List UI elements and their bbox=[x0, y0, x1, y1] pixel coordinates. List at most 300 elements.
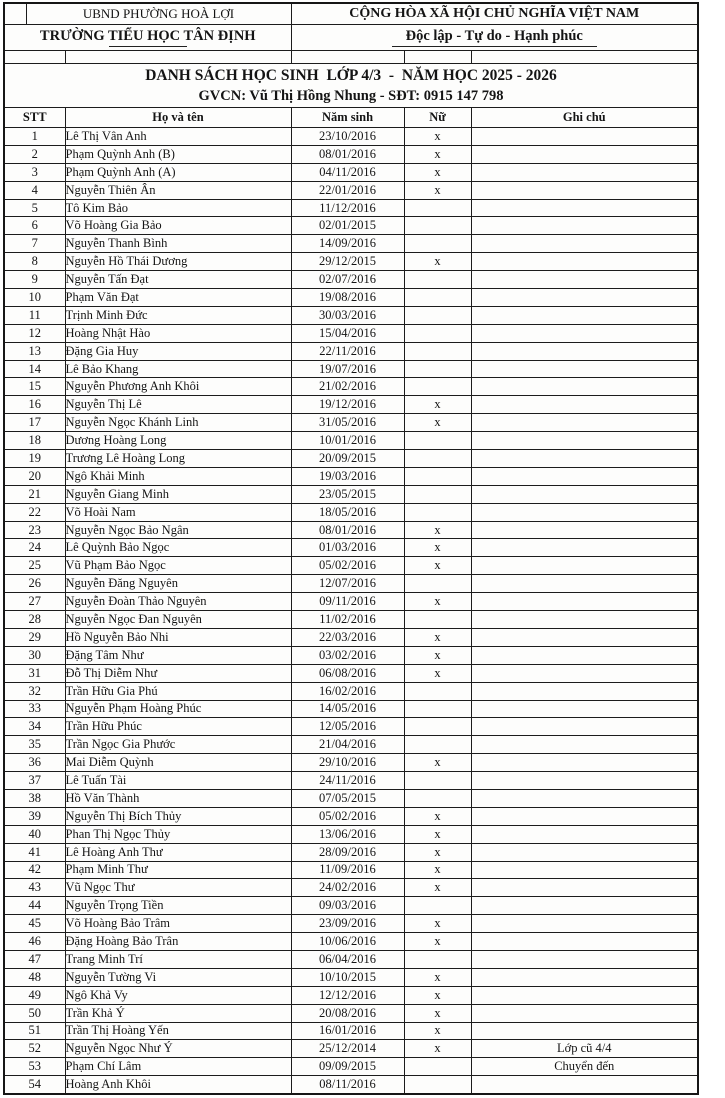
stt-cell: 45 bbox=[4, 915, 65, 933]
note-cell bbox=[471, 825, 698, 843]
stt-cell: 41 bbox=[4, 843, 65, 861]
note-cell bbox=[471, 1076, 698, 1094]
dob-cell: 06/04/2016 bbox=[291, 950, 404, 968]
female-cell bbox=[404, 342, 471, 360]
table-row bbox=[4, 879, 698, 897]
dob-cell: 09/09/2015 bbox=[291, 1058, 404, 1076]
note-cell bbox=[471, 163, 698, 181]
dob-cell: 05/02/2016 bbox=[291, 557, 404, 575]
note-cell bbox=[471, 664, 698, 682]
header-row-1 bbox=[4, 3, 698, 25]
stt-cell: 29 bbox=[4, 628, 65, 646]
note-cell: Lớp cũ 4/4 bbox=[471, 1040, 698, 1058]
table-row bbox=[4, 235, 698, 253]
name-cell: Nguyễn Đăng Nguyên bbox=[65, 575, 291, 593]
table-row bbox=[4, 199, 698, 217]
female-cell: x bbox=[404, 1040, 471, 1058]
stt-cell: 8 bbox=[4, 253, 65, 271]
dob-cell: 23/09/2016 bbox=[291, 915, 404, 933]
dob-cell: 12/12/2016 bbox=[291, 986, 404, 1004]
female-cell: x bbox=[404, 879, 471, 897]
note-cell bbox=[471, 145, 698, 163]
table-row bbox=[4, 450, 698, 468]
female-cell bbox=[404, 897, 471, 915]
female-cell: x bbox=[404, 646, 471, 664]
note-cell bbox=[471, 396, 698, 414]
stt-cell: 19 bbox=[4, 450, 65, 468]
dob-cell: 09/11/2016 bbox=[291, 593, 404, 611]
name-cell: Nguyễn Thanh Bình bbox=[65, 235, 291, 253]
stt-cell: 54 bbox=[4, 1076, 65, 1094]
female-cell: x bbox=[404, 628, 471, 646]
stt-cell: 2 bbox=[4, 145, 65, 163]
name-cell: Đỗ Thị Diễm Như bbox=[65, 664, 291, 682]
name-cell: Trương Lê Hoàng Long bbox=[65, 450, 291, 468]
name-cell: Phạm Quỳnh Anh (B) bbox=[65, 145, 291, 163]
name-cell: Trang Minh Trí bbox=[65, 950, 291, 968]
name-cell: Nguyễn Tường Vi bbox=[65, 968, 291, 986]
note-cell bbox=[471, 843, 698, 861]
name-cell: Phạm Chí Lâm bbox=[65, 1058, 291, 1076]
motto-text: Độc lập - Tự do - Hạnh phúc bbox=[405, 28, 583, 44]
female-cell: x bbox=[404, 414, 471, 432]
table-row bbox=[4, 628, 698, 646]
note-cell bbox=[471, 933, 698, 951]
note-cell bbox=[471, 217, 698, 235]
dob-cell: 14/05/2016 bbox=[291, 700, 404, 718]
dob-cell: 31/05/2016 bbox=[291, 414, 404, 432]
table-row bbox=[4, 950, 698, 968]
name-cell: Dương Hoàng Long bbox=[65, 432, 291, 450]
female-cell: x bbox=[404, 843, 471, 861]
dob-cell: 19/12/2016 bbox=[291, 396, 404, 414]
note-cell bbox=[471, 986, 698, 1004]
stt-cell: 26 bbox=[4, 575, 65, 593]
female-cell: x bbox=[404, 145, 471, 163]
name-cell: Võ Hoàng Gia Bảo bbox=[65, 217, 291, 235]
note-cell: Chuyển đến bbox=[471, 1058, 698, 1076]
name-cell: Phạm Quỳnh Anh (A) bbox=[65, 163, 291, 181]
table-row bbox=[4, 700, 698, 718]
note-cell bbox=[471, 1022, 698, 1040]
note-cell bbox=[471, 861, 698, 879]
header-corner-cell bbox=[4, 3, 26, 25]
female-cell bbox=[404, 575, 471, 593]
stt-cell: 25 bbox=[4, 557, 65, 575]
dob-cell: 16/02/2016 bbox=[291, 682, 404, 700]
table-row bbox=[4, 593, 698, 611]
note-cell bbox=[471, 807, 698, 825]
note-cell bbox=[471, 235, 698, 253]
stt-cell: 7 bbox=[4, 235, 65, 253]
dob-cell: 12/07/2016 bbox=[291, 575, 404, 593]
stt-cell: 1 bbox=[4, 128, 65, 146]
female-cell: x bbox=[404, 593, 471, 611]
note-cell bbox=[471, 879, 698, 897]
spacer-cell bbox=[4, 51, 65, 64]
stt-cell: 28 bbox=[4, 611, 65, 629]
stt-cell: 11 bbox=[4, 306, 65, 324]
table-row bbox=[4, 360, 698, 378]
dob-cell: 05/02/2016 bbox=[291, 807, 404, 825]
dob-cell: 23/10/2016 bbox=[291, 128, 404, 146]
stt-cell: 34 bbox=[4, 718, 65, 736]
note-cell bbox=[471, 181, 698, 199]
table-row bbox=[4, 271, 698, 289]
table-header-row bbox=[4, 108, 698, 128]
underline-rule bbox=[109, 46, 187, 47]
female-cell bbox=[404, 1058, 471, 1076]
dob-cell: 29/10/2016 bbox=[291, 754, 404, 772]
table-row bbox=[4, 915, 698, 933]
table-row bbox=[4, 503, 698, 521]
female-cell bbox=[404, 360, 471, 378]
page bbox=[0, 2, 725, 1098]
female-cell bbox=[404, 682, 471, 700]
note-cell bbox=[471, 271, 698, 289]
female-cell: x bbox=[404, 861, 471, 879]
name-cell: Nguyễn Ngọc Bảo Ngân bbox=[65, 521, 291, 539]
table-row bbox=[4, 718, 698, 736]
col-header-dob: Năm sinh bbox=[291, 108, 404, 128]
table-row bbox=[4, 396, 698, 414]
table-row bbox=[4, 611, 698, 629]
dob-cell: 13/06/2016 bbox=[291, 825, 404, 843]
female-cell bbox=[404, 789, 471, 807]
stt-cell: 49 bbox=[4, 986, 65, 1004]
name-cell: Nguyễn Ngọc Đan Nguyên bbox=[65, 611, 291, 629]
name-cell: Trần Hữu Phúc bbox=[65, 718, 291, 736]
dob-cell: 08/11/2016 bbox=[291, 1076, 404, 1094]
dob-cell: 18/05/2016 bbox=[291, 503, 404, 521]
table-row bbox=[4, 378, 698, 396]
name-cell: Lê Thị Vân Anh bbox=[65, 128, 291, 146]
table-row bbox=[4, 324, 698, 342]
note-cell bbox=[471, 360, 698, 378]
dob-cell: 22/11/2016 bbox=[291, 342, 404, 360]
name-cell: Nguyễn Tấn Đạt bbox=[65, 271, 291, 289]
name-cell: Phan Thị Ngọc Thủy bbox=[65, 825, 291, 843]
note-cell bbox=[471, 414, 698, 432]
name-cell: Lê Quỳnh Bảo Ngọc bbox=[65, 539, 291, 557]
dob-cell: 19/08/2016 bbox=[291, 289, 404, 307]
table-row bbox=[4, 843, 698, 861]
female-cell: x bbox=[404, 754, 471, 772]
col-header-stt: STT bbox=[4, 108, 65, 128]
table-row bbox=[4, 825, 698, 843]
spacer-cell bbox=[65, 51, 291, 64]
name-cell: Vũ Ngọc Thư bbox=[65, 879, 291, 897]
dob-cell: 21/02/2016 bbox=[291, 378, 404, 396]
name-cell: Lê Tuấn Tài bbox=[65, 772, 291, 790]
table-row bbox=[4, 1058, 698, 1076]
female-cell bbox=[404, 772, 471, 790]
note-cell bbox=[471, 342, 698, 360]
teacher-info: GVCN: Vũ Thị Hồng Nhung - SĐT: 0915 147 798 bbox=[198, 88, 504, 104]
dob-cell: 10/06/2016 bbox=[291, 933, 404, 951]
name-cell: Nguyễn Thiên Ân bbox=[65, 181, 291, 199]
note-cell bbox=[471, 1004, 698, 1022]
name-cell: Trịnh Minh Đức bbox=[65, 306, 291, 324]
name-cell: Đặng Tâm Như bbox=[65, 646, 291, 664]
female-cell: x bbox=[404, 181, 471, 199]
col-header-note: Ghi chú bbox=[471, 108, 698, 128]
note-cell bbox=[471, 467, 698, 485]
name-cell: Hoàng Nhật Hào bbox=[65, 324, 291, 342]
stt-cell: 39 bbox=[4, 807, 65, 825]
name-cell: Phạm Minh Thư bbox=[65, 861, 291, 879]
dob-cell: 03/02/2016 bbox=[291, 646, 404, 664]
dob-cell: 11/02/2016 bbox=[291, 611, 404, 629]
note-cell bbox=[471, 503, 698, 521]
table-row bbox=[4, 807, 698, 825]
dob-cell: 12/05/2016 bbox=[291, 718, 404, 736]
note-cell bbox=[471, 700, 698, 718]
underline-rule bbox=[392, 46, 597, 47]
female-cell bbox=[404, 700, 471, 718]
note-cell bbox=[471, 378, 698, 396]
name-cell: Tô Kim Bảo bbox=[65, 199, 291, 217]
dob-cell: 19/07/2016 bbox=[291, 360, 404, 378]
table-row bbox=[4, 521, 698, 539]
table-row bbox=[4, 467, 698, 485]
name-cell: Nguyễn Trọng Tiền bbox=[65, 897, 291, 915]
name-cell: Nguyễn Hồ Thái Dương bbox=[65, 253, 291, 271]
table-row bbox=[4, 1076, 698, 1094]
stt-cell: 20 bbox=[4, 467, 65, 485]
dob-cell: 10/01/2016 bbox=[291, 432, 404, 450]
note-cell bbox=[471, 539, 698, 557]
dob-cell: 01/03/2016 bbox=[291, 539, 404, 557]
note-cell bbox=[471, 950, 698, 968]
name-cell: Lê Hoàng Anh Thư bbox=[65, 843, 291, 861]
dob-cell: 24/02/2016 bbox=[291, 879, 404, 897]
note-cell bbox=[471, 485, 698, 503]
female-cell bbox=[404, 450, 471, 468]
note-cell bbox=[471, 575, 698, 593]
dob-cell: 09/03/2016 bbox=[291, 897, 404, 915]
table-row bbox=[4, 772, 698, 790]
table-row bbox=[4, 289, 698, 307]
note-cell bbox=[471, 718, 698, 736]
stt-cell: 37 bbox=[4, 772, 65, 790]
table-row bbox=[4, 968, 698, 986]
stt-cell: 27 bbox=[4, 593, 65, 611]
note-cell bbox=[471, 915, 698, 933]
name-cell: Võ Hoàng Bảo Trâm bbox=[65, 915, 291, 933]
name-cell: Nguyễn Phương Anh Khôi bbox=[65, 378, 291, 396]
note-cell bbox=[471, 450, 698, 468]
note-cell bbox=[471, 682, 698, 700]
female-cell: x bbox=[404, 933, 471, 951]
note-cell bbox=[471, 521, 698, 539]
stt-cell: 23 bbox=[4, 521, 65, 539]
dob-cell: 20/08/2016 bbox=[291, 1004, 404, 1022]
table-row bbox=[4, 754, 698, 772]
name-cell: Trần Hữu Gia Phú bbox=[65, 682, 291, 700]
stt-cell: 46 bbox=[4, 933, 65, 951]
table-row bbox=[4, 575, 698, 593]
name-cell: Hoàng Anh Khôi bbox=[65, 1076, 291, 1094]
note-cell bbox=[471, 611, 698, 629]
name-cell: Đặng Hoàng Bảo Trân bbox=[65, 933, 291, 951]
stt-cell: 52 bbox=[4, 1040, 65, 1058]
name-cell: Trần Khả Ý bbox=[65, 1004, 291, 1022]
stt-cell: 14 bbox=[4, 360, 65, 378]
table-row bbox=[4, 253, 698, 271]
stt-cell: 10 bbox=[4, 289, 65, 307]
female-cell: x bbox=[404, 1004, 471, 1022]
stt-cell: 40 bbox=[4, 825, 65, 843]
note-cell bbox=[471, 432, 698, 450]
table-row bbox=[4, 789, 698, 807]
dob-cell: 22/03/2016 bbox=[291, 628, 404, 646]
country-title: CỘNG HÒA XÃ HỘI CHỦ NGHĨA VIỆT NAM bbox=[291, 3, 698, 25]
female-cell: x bbox=[404, 915, 471, 933]
col-header-female: Nữ bbox=[404, 108, 471, 128]
spacer-row bbox=[4, 51, 698, 64]
female-cell: x bbox=[404, 163, 471, 181]
stt-cell: 6 bbox=[4, 217, 65, 235]
table-row bbox=[4, 181, 698, 199]
name-cell: Võ Hoài Nam bbox=[65, 503, 291, 521]
name-cell: Nguyễn Giang Minh bbox=[65, 485, 291, 503]
table-row bbox=[4, 306, 698, 324]
name-cell: Hồ Nguyễn Bảo Nhi bbox=[65, 628, 291, 646]
name-cell: Trần Ngọc Gia Phước bbox=[65, 736, 291, 754]
stt-cell: 32 bbox=[4, 682, 65, 700]
note-cell bbox=[471, 628, 698, 646]
dob-cell: 14/09/2016 bbox=[291, 235, 404, 253]
female-cell bbox=[404, 324, 471, 342]
female-cell bbox=[404, 271, 471, 289]
name-cell: Phạm Văn Đạt bbox=[65, 289, 291, 307]
name-cell: Nguyễn Ngọc Như Ý bbox=[65, 1040, 291, 1058]
spacer-cell bbox=[471, 51, 698, 64]
table-row bbox=[4, 414, 698, 432]
name-cell: Nguyễn Đoàn Thảo Nguyên bbox=[65, 593, 291, 611]
note-cell bbox=[471, 253, 698, 271]
stt-cell: 33 bbox=[4, 700, 65, 718]
female-cell: x bbox=[404, 968, 471, 986]
female-cell: x bbox=[404, 807, 471, 825]
table-row bbox=[4, 432, 698, 450]
table-row bbox=[4, 1022, 698, 1040]
female-cell: x bbox=[404, 557, 471, 575]
stt-cell: 53 bbox=[4, 1058, 65, 1076]
female-cell bbox=[404, 306, 471, 324]
stt-cell: 38 bbox=[4, 789, 65, 807]
note-cell bbox=[471, 128, 698, 146]
female-cell bbox=[404, 950, 471, 968]
table-row bbox=[4, 897, 698, 915]
dob-cell: 20/09/2015 bbox=[291, 450, 404, 468]
dob-cell: 21/04/2016 bbox=[291, 736, 404, 754]
name-cell: Nguyễn Ngọc Khánh Linh bbox=[65, 414, 291, 432]
student-list-document bbox=[3, 2, 699, 1095]
note-cell bbox=[471, 754, 698, 772]
note-cell bbox=[471, 199, 698, 217]
dob-cell: 07/05/2015 bbox=[291, 789, 404, 807]
female-cell bbox=[404, 503, 471, 521]
stt-cell: 50 bbox=[4, 1004, 65, 1022]
title-cell bbox=[4, 64, 698, 108]
dob-cell: 02/07/2016 bbox=[291, 271, 404, 289]
female-cell bbox=[404, 485, 471, 503]
stt-cell: 16 bbox=[4, 396, 65, 414]
female-cell bbox=[404, 1076, 471, 1094]
dob-cell: 08/01/2016 bbox=[291, 521, 404, 539]
table-row bbox=[4, 1040, 698, 1058]
table-row bbox=[4, 682, 698, 700]
stt-cell: 9 bbox=[4, 271, 65, 289]
note-cell bbox=[471, 736, 698, 754]
stt-cell: 12 bbox=[4, 324, 65, 342]
name-cell: Nguyễn Thị Lê bbox=[65, 396, 291, 414]
spacer-cell bbox=[291, 51, 404, 64]
stt-cell: 3 bbox=[4, 163, 65, 181]
note-cell bbox=[471, 324, 698, 342]
name-cell: Đặng Gia Huy bbox=[65, 342, 291, 360]
female-cell bbox=[404, 199, 471, 217]
table-row bbox=[4, 217, 698, 235]
note-cell bbox=[471, 593, 698, 611]
female-cell bbox=[404, 217, 471, 235]
dob-cell: 16/01/2016 bbox=[291, 1022, 404, 1040]
stt-cell: 44 bbox=[4, 897, 65, 915]
note-cell bbox=[471, 968, 698, 986]
stt-cell: 17 bbox=[4, 414, 65, 432]
name-cell: Ngô Khả Vy bbox=[65, 986, 291, 1004]
table-row bbox=[4, 163, 698, 181]
col-header-name: Họ và tên bbox=[65, 108, 291, 128]
stt-cell: 42 bbox=[4, 861, 65, 879]
stt-cell: 31 bbox=[4, 664, 65, 682]
name-cell: Ngô Khải Minh bbox=[65, 467, 291, 485]
document-sheet bbox=[3, 2, 697, 1095]
female-cell: x bbox=[404, 539, 471, 557]
name-cell: Trần Thị Hoàng Yến bbox=[65, 1022, 291, 1040]
stt-cell: 36 bbox=[4, 754, 65, 772]
stt-cell: 4 bbox=[4, 181, 65, 199]
dob-cell: 30/03/2016 bbox=[291, 306, 404, 324]
table-row bbox=[4, 145, 698, 163]
note-cell bbox=[471, 306, 698, 324]
school-name-cell bbox=[4, 25, 291, 51]
stt-cell: 47 bbox=[4, 950, 65, 968]
dob-cell: 11/09/2016 bbox=[291, 861, 404, 879]
stt-cell: 48 bbox=[4, 968, 65, 986]
table-row bbox=[4, 736, 698, 754]
dob-cell: 11/12/2016 bbox=[291, 199, 404, 217]
dob-cell: 06/08/2016 bbox=[291, 664, 404, 682]
stt-cell: 21 bbox=[4, 485, 65, 503]
female-cell: x bbox=[404, 986, 471, 1004]
stt-cell: 51 bbox=[4, 1022, 65, 1040]
table-row bbox=[4, 646, 698, 664]
spacer-cell bbox=[404, 51, 471, 64]
female-cell bbox=[404, 378, 471, 396]
table-row bbox=[4, 485, 698, 503]
stt-cell: 5 bbox=[4, 199, 65, 217]
female-cell: x bbox=[404, 253, 471, 271]
name-cell: Vũ Phạm Bảo Ngọc bbox=[65, 557, 291, 575]
table-row bbox=[4, 557, 698, 575]
female-cell: x bbox=[404, 396, 471, 414]
stt-cell: 18 bbox=[4, 432, 65, 450]
dob-cell: 22/01/2016 bbox=[291, 181, 404, 199]
table-row bbox=[4, 664, 698, 682]
